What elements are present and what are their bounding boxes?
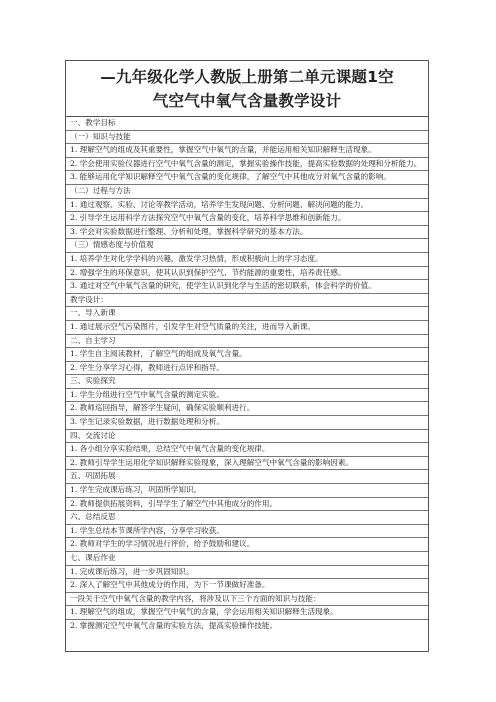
table-row: 1. 理解空气的组成及其重要性，掌握空气中氧气的含量，并能运用相关知识解释生活现象。: [66, 144, 428, 158]
table-row: 1. 理解空气的组成，掌握空气中氧气的含量，学会运用相关知识解释生活现象。: [66, 606, 428, 620]
table-row: 1. 完成课后练习，进一步巩固知识。: [66, 566, 428, 580]
content-rows: [66, 117, 428, 633]
table-row: 3. 通过对空气中氧气含量的研究，使学生认识到化学与生活的密切联系，体会科学的价值。: [66, 280, 428, 294]
table-row: 一段关于空气中氧气含量的教学内容，将涉及以下三个方面的知识与技能：: [66, 593, 428, 607]
document-table: [65, 60, 429, 652]
title-line-2: 气空气中氧气含量教学设计: [152, 92, 342, 110]
table-row: 1. 培养学生对化学学科的兴趣，激发学习热情，形成积极向上的学习态度。: [66, 253, 428, 267]
document-title: [66, 61, 428, 117]
table-row: （三）情感态度与价值观: [66, 239, 428, 253]
table-row: 一、教学目标: [66, 117, 428, 131]
table-row: 七、课后作业: [66, 552, 428, 566]
table-row: 2. 教师引导学生运用化学知识解释实验现象，深入理解空气中氧气含量的影响因素。: [66, 457, 428, 471]
table-row: 1. 学生分组进行空气中氧气含量的测定实验。: [66, 389, 428, 403]
table-row: 五、巩固拓展: [66, 470, 428, 484]
title-line-1: —九年级化学人教版上册第二单元课题1空: [100, 68, 394, 86]
table-row: 1. 各小组分享实验结果，总结空气中氧气含量的变化规律。: [66, 443, 428, 457]
table-row: 1. 学生自主阅读教材，了解空气的组成及氧气含量。: [66, 348, 428, 362]
table-row: 三、实验探究: [66, 375, 428, 389]
table-row: 1. 学生总结本节课所学内容，分享学习收获。: [66, 525, 428, 539]
table-row: 1. 学生完成课后练习，巩固所学知识。: [66, 484, 428, 498]
table-row: 六、总结反思: [66, 511, 428, 525]
table-row: 教学设计：: [66, 294, 428, 308]
table-row: 一、导入新课: [66, 307, 428, 321]
table-row: 2. 掌握测定空气中氧气含量的实验方法，提高实验操作技能。: [70, 620, 278, 630]
table-row: 2. 学生分享学习心得，教师进行点评和指导。: [66, 362, 428, 376]
table-row: 2. 引导学生运用科学方法探究空气中氧气含量的变化，培养科学思维和创新能力。: [66, 212, 428, 226]
table-row: （二）过程与方法: [66, 185, 428, 199]
table-row: 二、自主学习: [66, 335, 428, 349]
table-row: 2. 学会使用实验仪器进行空气中氧气含量的测定，掌握实验操作技能，提高实验数据的处理和分析能力。: [66, 158, 428, 172]
table-row: 1. 通过展示空气污染图片，引发学生对空气质量的关注，进而导入新课。: [66, 321, 428, 335]
table-row: 2. 深入了解空气中其他成分的作用，为下一节课做好准备。: [66, 579, 428, 593]
table-row: 2. 教师提供拓展资料，引导学生了解空气中其他成分的作用。: [66, 498, 428, 512]
table-row: 3. 学生记录实验数据，进行数据处理和分析。: [66, 416, 428, 430]
table-row: 2. 增强学生的环保意识，使其认识到保护空气、节约能源的重要性，培养责任感。: [66, 267, 428, 281]
table-row: 1. 通过观察、实验、讨论等教学活动，培养学生发现问题、分析问题、解决问题的能力。: [66, 199, 428, 213]
table-row: （一）知识与技能: [66, 131, 428, 145]
table-row: 2. 教师对学生的学习情况进行评价，给予鼓励和建议。: [66, 538, 428, 552]
table-row: 2. 教师巡回指导，解答学生疑问，确保实验顺利进行。: [66, 402, 428, 416]
table-row: 3. 学会对实验数据进行整理、分析和处理，掌握科学研究的基本方法。: [66, 226, 428, 240]
table-row: 3. 能够运用化学知识解释空气中氧气含量的变化规律，了解空气中其他成分对氧气含量的影响。: [66, 171, 428, 185]
table-row: 四、交流讨论: [66, 430, 428, 444]
